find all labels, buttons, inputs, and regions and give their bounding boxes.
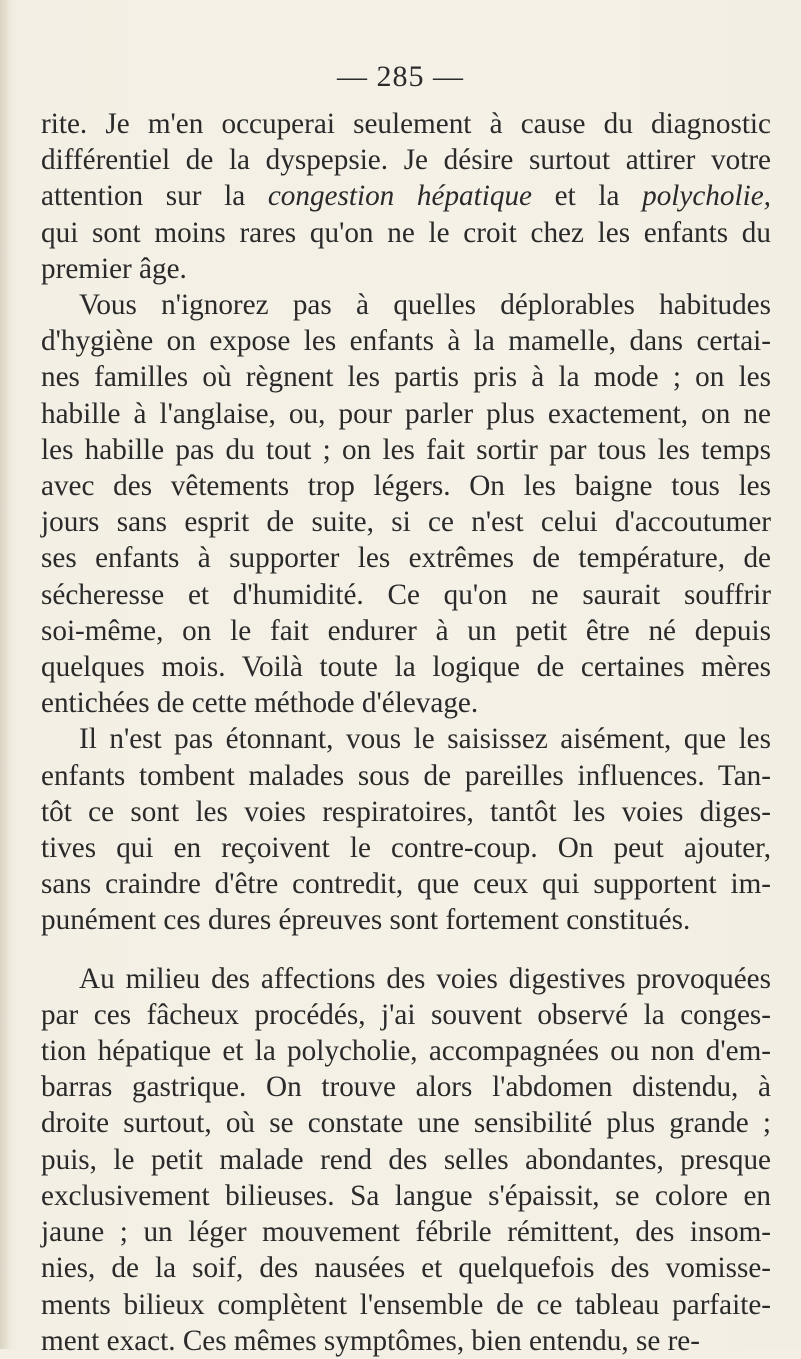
- text-line: ments bilieux complètent l'ensemble de ce tableau parfaite-: [41, 1288, 771, 1321]
- text-line: tôt ce sont les voies respiratoires, tantôt les voies diges-: [41, 795, 771, 828]
- text-line: exclusivement bilieuses. Sa langue s'épaissit, se colore en: [41, 1179, 771, 1212]
- text-run: et la: [532, 180, 643, 213]
- text-line: barras gastrique. On trouve alors l'abdomen distendu, à: [41, 1071, 771, 1104]
- text-line: nies, de la soif, des nausées et quelquefois des vomisse-: [41, 1252, 771, 1285]
- page-number: — 285 —: [337, 60, 464, 93]
- text-line: d'hygiène on expose les enfants à la mamelle, dans certai-: [41, 325, 771, 358]
- text-line: sécheresse et d'humidité. Ce qu'on ne saurait souffrir: [41, 578, 771, 611]
- text-line: ment exact. Ces mêmes symptômes, bien entendu, se re-: [41, 1324, 700, 1357]
- text-line: différentiel de la dyspepsie. Je désire surtout attirer votre: [41, 144, 771, 177]
- page-edge-shadow: [0, 0, 10, 1349]
- paragraph-1: [41, 106, 771, 287]
- text-line: habille à l'anglaise, ou, pour parler plus exactement, on ne: [41, 397, 771, 430]
- text-line: qui sont moins rares qu'on ne le croit chez les enfants du: [41, 216, 771, 249]
- text-line: Il n'est pas étonnant, vous le saisissez aisément, que les: [79, 723, 771, 756]
- paragraph-4: [41, 961, 771, 1359]
- text-line: Au milieu des affections des voies digestives provoquées: [79, 962, 771, 995]
- text-line: droite surtout, où se constate une sensibilité plus grande ;: [41, 1107, 771, 1140]
- text-run: attention sur la: [41, 180, 268, 213]
- text-line: puis, le petit malade rend des selles abondantes, presque: [41, 1143, 771, 1176]
- text-line: par ces fâcheux procédés, j'ai souvent observé la conges-: [41, 998, 771, 1031]
- text-line: avec des vêtements trop légers. On les baigne tous les: [41, 470, 771, 503]
- italic-term-polycholie: polycholie,: [642, 180, 771, 213]
- text-line: sans craindre d'être contredit, que ceux qui supportent im-: [41, 868, 771, 901]
- text-line: entichées de cette méthode d'élevage.: [41, 687, 479, 720]
- text-line: jours sans esprit de suite, si ce n'est celui d'accoutumer: [41, 506, 771, 539]
- text-line: les habille pas du tout ; on les fait sortir par tous les temps: [41, 433, 771, 466]
- italic-term-congestion: congestion hépatique: [267, 180, 533, 213]
- text-line: ses enfants à supporter les extrêmes de température, de: [41, 542, 771, 575]
- text-line: soi-même, on le fait endurer à un petit être né depuis: [41, 614, 771, 647]
- text-line: punément ces dures épreuves sont fortement constitués.: [41, 904, 691, 937]
- text-line: quelques mois. Voilà toute la logique de certaines mères: [41, 651, 771, 684]
- text-line: nes familles où règnent les partis pris à la mode ; on les: [41, 361, 771, 394]
- paragraph-2: [41, 287, 771, 721]
- text-line: jaune ; un léger mouvement fébrile rémittent, des insom-: [41, 1216, 771, 1249]
- text-line-with-italics: [41, 178, 771, 214]
- body-text: [41, 106, 771, 1359]
- text-line: tion hépatique et la polycholie, accompagnées ou non d'em-: [41, 1035, 771, 1068]
- paragraph-3: [41, 721, 771, 938]
- text-line: tives qui en reçoivent le contre-coup. On peut ajouter,: [41, 832, 771, 865]
- text-line: premier âge.: [41, 252, 187, 285]
- text-line: Vous n'ignorez pas à quelles déplorables habitudes: [79, 289, 771, 322]
- text-line: enfants tombent malades sous de pareilles influences. Tan-: [41, 759, 771, 792]
- text-line: rite. Je m'en occuperai seulement à cause du diagnostic: [41, 108, 771, 140]
